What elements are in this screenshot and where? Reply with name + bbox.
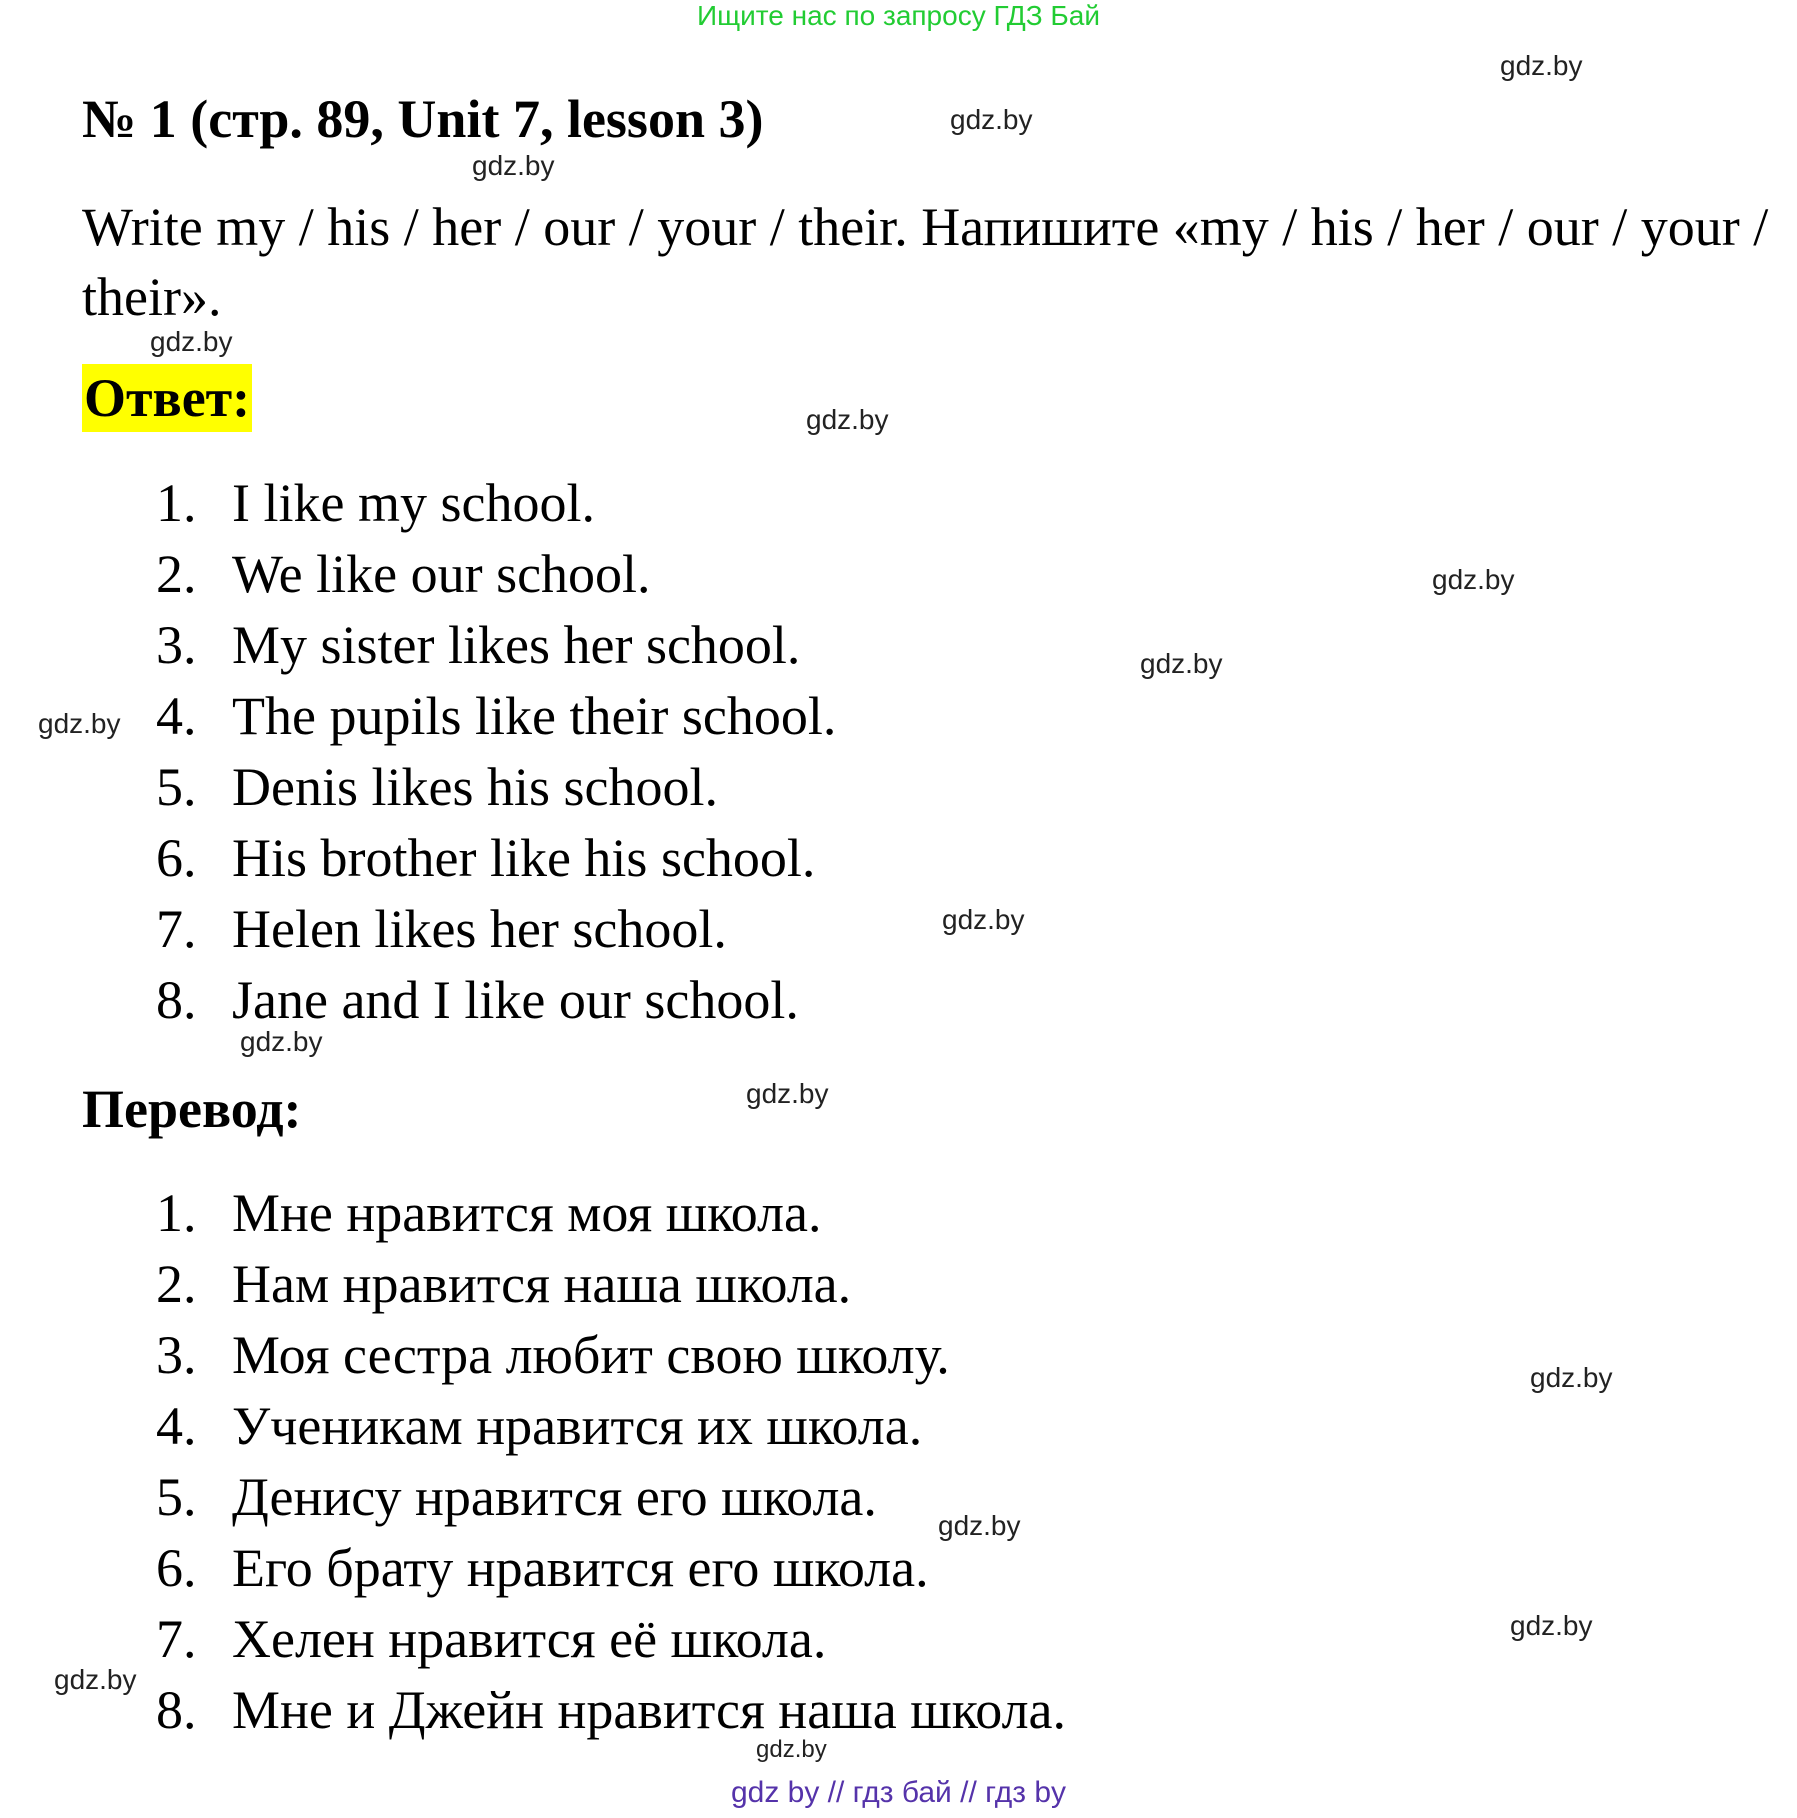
item-text: The pupils like their school. xyxy=(232,686,837,746)
item-text: His brother like his school. xyxy=(232,828,816,888)
item-number: 8. xyxy=(156,1680,197,1740)
item-number: 6. xyxy=(156,1538,197,1598)
item-text: Мне нравится моя школа. xyxy=(232,1183,822,1243)
exercise-title: № 1 (стр. 89, Unit 7, lesson 3) xyxy=(82,89,764,149)
item-number: 5. xyxy=(156,757,197,817)
item-text: Нам нравится наша школа. xyxy=(232,1254,852,1314)
item-text: Helen likes her school. xyxy=(232,899,727,959)
item-text: I like my school. xyxy=(232,473,595,533)
footer-links[interactable]: gdz by // гдз бай // гдз by xyxy=(730,1776,1067,1809)
watermark: gdz.by xyxy=(950,104,1033,135)
item-number: 2. xyxy=(156,544,197,604)
item-text: Jane and I like our school. xyxy=(232,970,799,1030)
watermark: gdz.by xyxy=(1530,1362,1613,1393)
watermark: gdz.by xyxy=(150,326,233,357)
watermark: gdz.by xyxy=(472,150,555,181)
item-number: 3. xyxy=(156,615,197,675)
item-number: 4. xyxy=(156,1396,197,1456)
item-text: My sister likes her school. xyxy=(232,615,801,675)
item-text: Хелен нравится её школа. xyxy=(232,1609,827,1669)
item-number: 7. xyxy=(156,899,197,959)
watermark: gdz.by xyxy=(942,904,1025,935)
item-number: 8. xyxy=(156,970,197,1030)
item-text: Ученикам нравится их школа. xyxy=(232,1396,923,1456)
watermark: gdz.by xyxy=(240,1026,323,1057)
item-number: 4. xyxy=(156,686,197,746)
watermark: gdz.by xyxy=(1140,648,1223,679)
watermark: gdz.by xyxy=(1432,564,1515,595)
item-number: 1. xyxy=(156,1183,197,1243)
watermark: gdz.by xyxy=(756,1736,827,1763)
watermark: gdz.by xyxy=(54,1664,137,1695)
item-number: 6. xyxy=(156,828,197,888)
item-number: 3. xyxy=(156,1325,197,1385)
item-text: Денису нравится его школа. xyxy=(232,1467,877,1527)
search-hint-link[interactable]: Ищите нас по запросу ГДЗ Бай xyxy=(696,0,1101,31)
item-number: 1. xyxy=(156,473,197,533)
exercise-task: Write my / his / her / our / your / their. Напишите «my / his / her / our / your / their». xyxy=(82,197,1769,327)
item-number: 5. xyxy=(156,1467,197,1527)
translation-heading: Перевод: xyxy=(82,1079,302,1139)
item-text: Моя сестра любит свою школу. xyxy=(232,1325,950,1385)
item-text: Его брату нравится его школа. xyxy=(232,1538,929,1598)
answer-heading: Ответ: xyxy=(82,364,252,432)
watermark: gdz.by xyxy=(1500,50,1583,81)
item-text: Мне и Джейн нравится наша школа. xyxy=(232,1680,1066,1740)
item-text: We like our school. xyxy=(232,544,651,604)
watermark: gdz.by xyxy=(938,1510,1021,1541)
watermark: gdz.by xyxy=(38,708,121,739)
item-text: Denis likes his school. xyxy=(232,757,718,817)
watermark: gdz.by xyxy=(806,404,889,435)
watermark: gdz.by xyxy=(746,1078,829,1109)
item-number: 7. xyxy=(156,1609,197,1669)
item-number: 2. xyxy=(156,1254,197,1314)
watermark: gdz.by xyxy=(1510,1610,1593,1641)
